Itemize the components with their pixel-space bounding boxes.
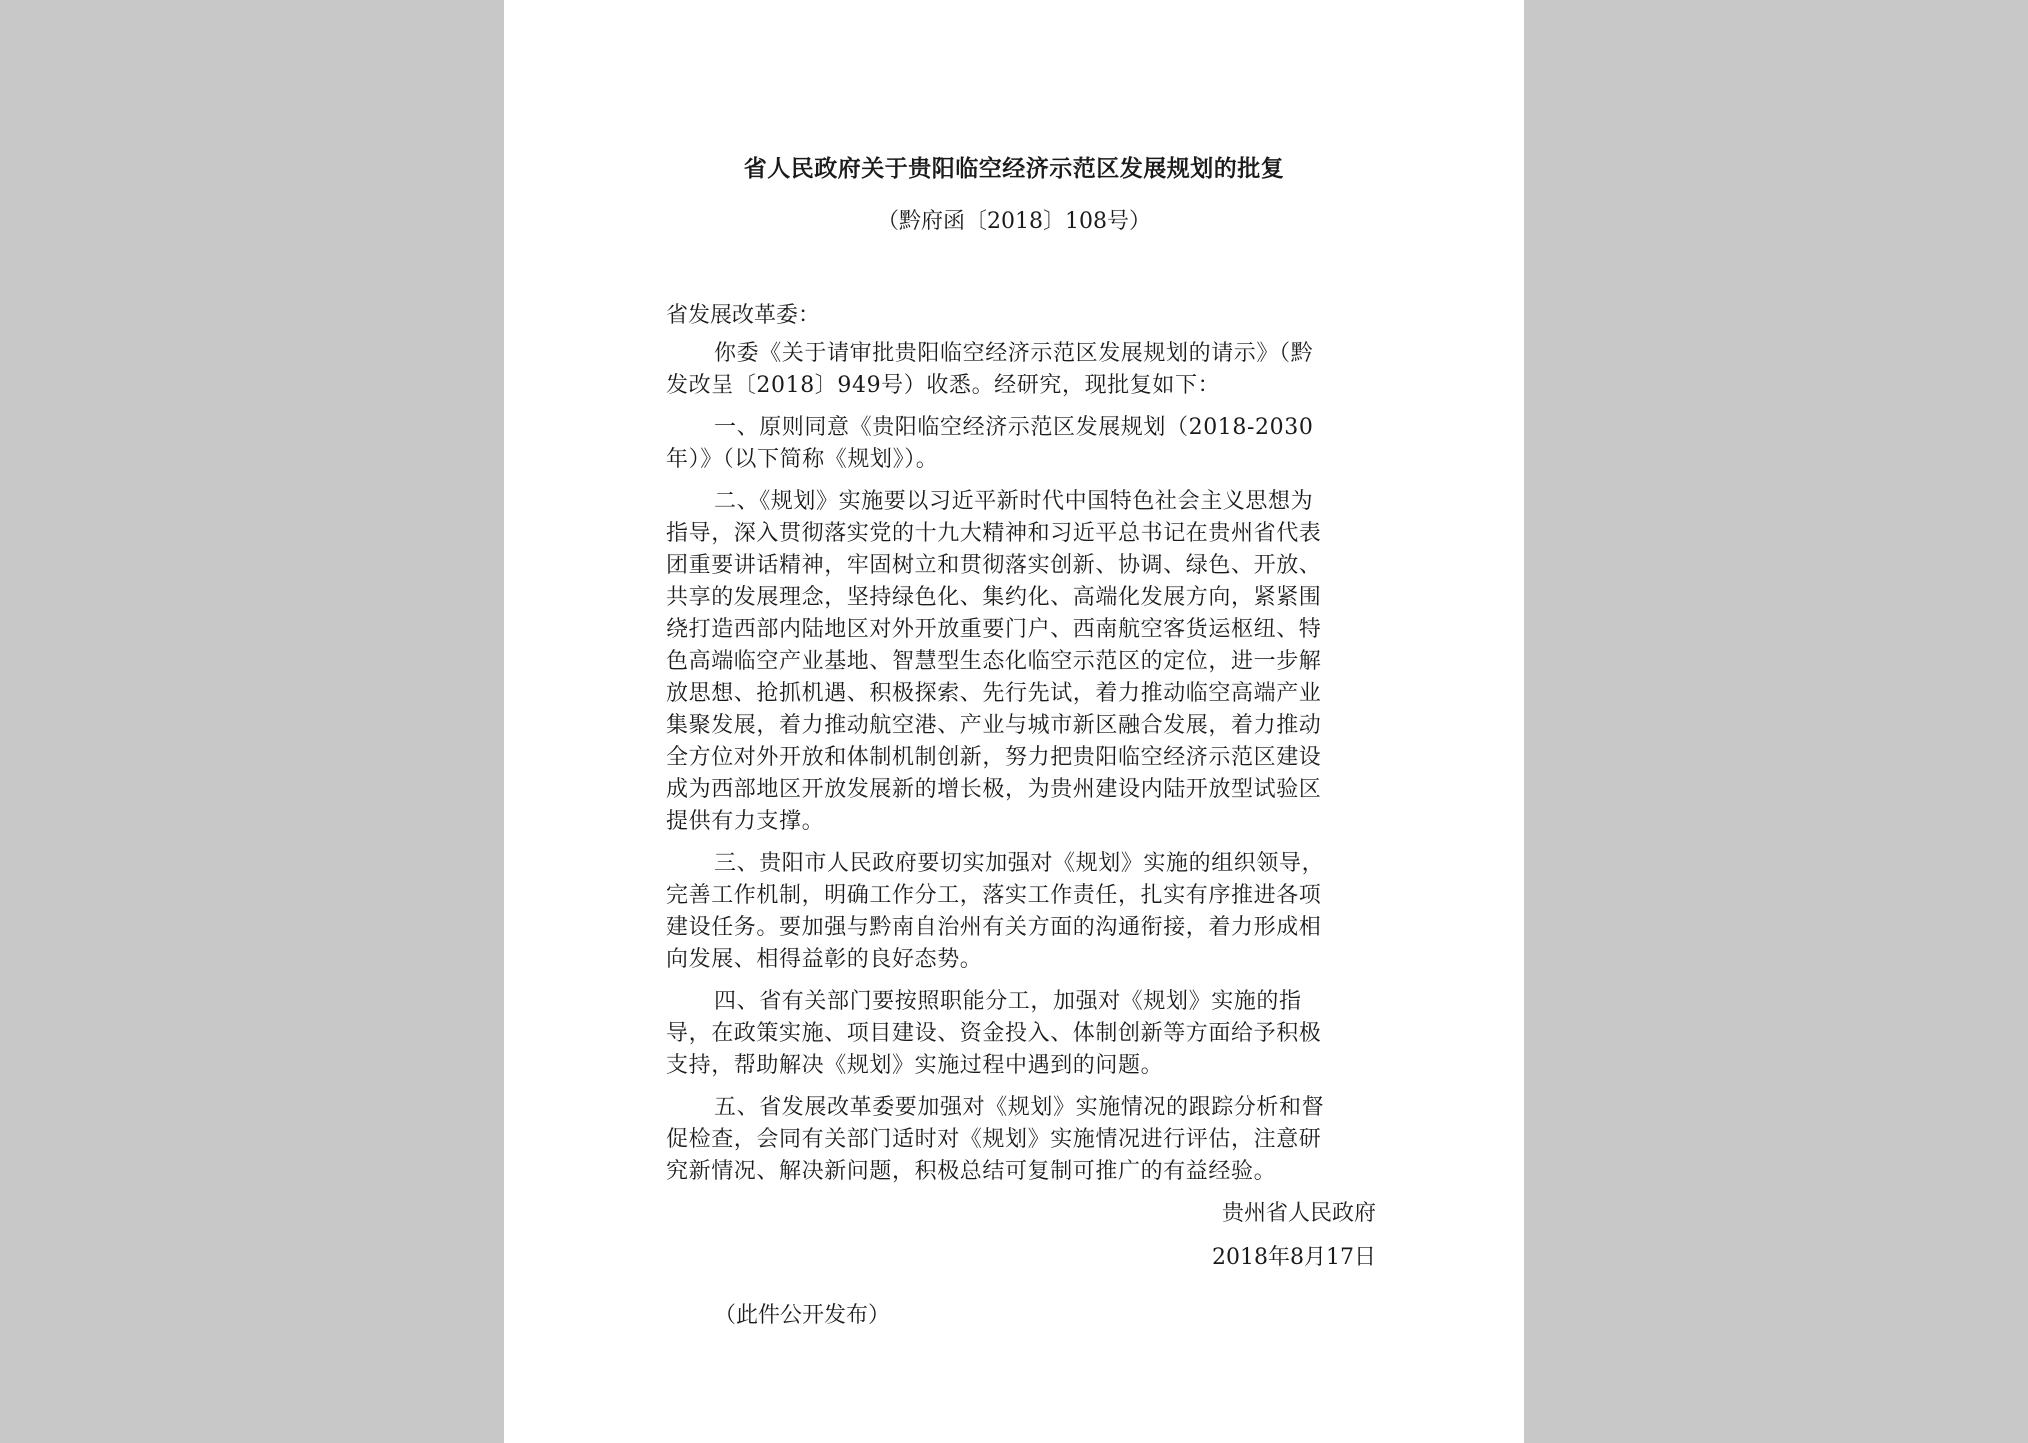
paragraph-line: 发改呈〔2018〕949号）收悉。经研究，现批复如下：: [666, 373, 1221, 398]
paragraph-line: 放思想、抢抓机遇、积极探索、先行先试，着力推动临空高端产业: [666, 681, 1322, 706]
document-number: （黔府函〔2018〕108号）: [877, 209, 1151, 234]
paragraph-line: 你委《关于请审批贵阳临空经济示范区发展规划的请示》（黔: [714, 341, 1314, 366]
paragraph-line: 四、省有关部门要按照职能分工，加强对《规划》实施的指: [714, 989, 1302, 1014]
paragraph-line: 指导，深入贯彻落实党的十九大精神和习近平总书记在贵州省代表: [666, 521, 1322, 546]
signature-issuer: 贵州省人民政府: [1221, 1201, 1376, 1226]
paragraph-line: 建设任务。要加强与黔南自治州有关方面的沟通衔接，着力形成相: [666, 915, 1322, 940]
paragraph-line: 团重要讲话精神，牢固树立和贯彻落实创新、协调、绿色、开放、: [666, 553, 1322, 578]
paragraph-line: 色高端临空产业基地、智慧型生态化临空示范区的定位，进一步解: [666, 649, 1322, 674]
paragraph-1: [666, 338, 1376, 402]
paragraph-line: 年）》（以下简称《规划》）。: [666, 447, 939, 472]
paragraph-line: 五、省发展改革委要加强对《规划》实施情况的跟踪分析和督: [714, 1095, 1325, 1120]
paragraph-line: 支持，帮助解决《规划》实施过程中遇到的问题。: [666, 1053, 1164, 1078]
paragraph-line: 向发展、相得益彰的良好态势。: [666, 947, 983, 972]
paragraph-line: 提供有力支撑。: [666, 809, 825, 834]
paragraph-5: [666, 986, 1376, 1082]
paragraph-line: 三、贵阳市人民政府要切实加强对《规划》实施的组织领导，: [714, 851, 1325, 876]
paragraph-line: 成为西部地区开放发展新的增长极，为贵州建设内陆开放型试验区: [666, 777, 1322, 802]
paragraph-line: 完善工作机制，明确工作分工，落实工作责任，扎实有序推进各项: [666, 883, 1322, 908]
paragraph-line: 集聚发展，着力推动航空港、产业与城市新区融合发展，着力推动: [666, 713, 1322, 738]
paragraph-line: 究新情况、解决新问题，积极总结可复制可推广的有益经验。: [666, 1159, 1277, 1184]
paragraph-line: 绕打造西部内陆地区对外开放重要门户、西南航空客货运枢纽、特: [666, 617, 1322, 642]
document-title: 省人民政府关于贵阳临空经济示范区发展规划的批复: [743, 155, 1285, 182]
document-page: [504, 0, 1524, 1443]
paragraph-3: [666, 486, 1376, 838]
document-body: [666, 300, 1376, 1332]
signature-date: 2018年8月17日: [1212, 1245, 1376, 1270]
paragraph-2: [666, 412, 1376, 476]
publication-note: （此件公开发布）: [714, 1303, 891, 1328]
paragraph-line: 一、原则同意《贵阳临空经济示范区发展规划（2018-2030: [714, 415, 1314, 440]
paragraph-line: 促检查，会同有关部门适时对《规划》实施情况进行评估，注意研: [666, 1127, 1322, 1152]
paragraph-line: 全方位对外开放和体制机制创新，努力把贵阳临空经济示范区建设: [666, 745, 1322, 770]
salutation: 省发展改革委：: [666, 303, 821, 328]
paragraph-line: 导，在政策实施、项目建设、资金投入、体制创新等方面给予积极: [666, 1021, 1322, 1046]
paragraph-4: [666, 848, 1376, 976]
paragraph-6: [666, 1092, 1376, 1188]
paragraph-line: 共享的发展理念，坚持绿色化、集约化、高端化发展方向，紧紧围: [666, 585, 1322, 610]
paragraph-line: 二、《规划》实施要以习近平新时代中国特色社会主义思想为: [714, 489, 1314, 514]
